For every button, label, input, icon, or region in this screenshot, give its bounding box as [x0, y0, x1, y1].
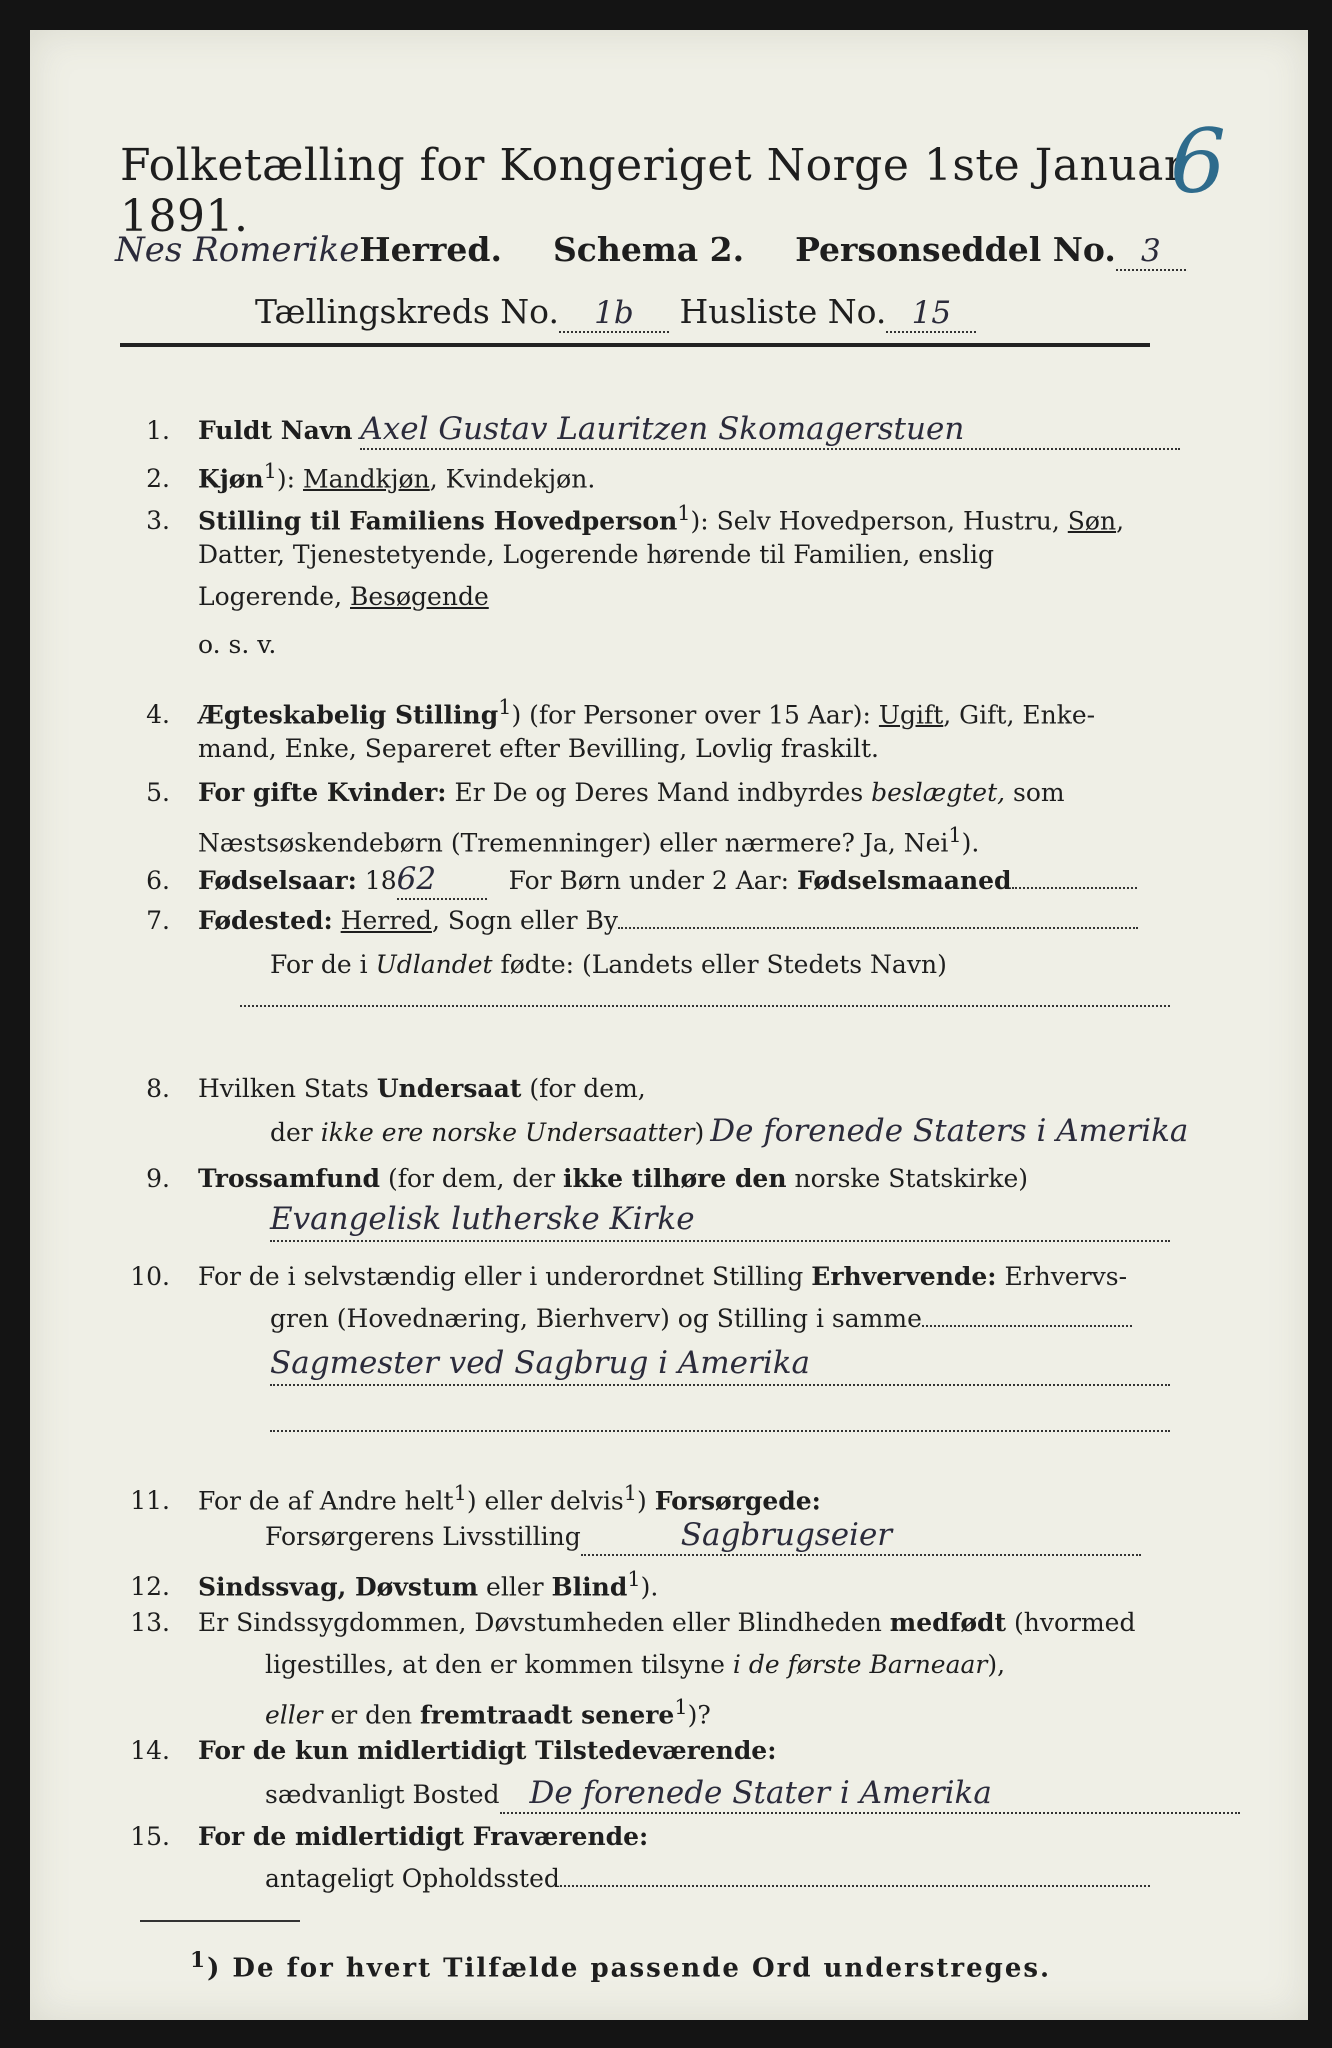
item-text: fødte: (Landets eller Stedets Navn) [492, 950, 947, 979]
header-rule [120, 343, 1150, 347]
item-label: Erhvervende: [811, 1262, 997, 1291]
item-label: Kjøn [198, 464, 264, 494]
item-number: 2. [146, 464, 170, 494]
item-text: Hvilken Stats [198, 1074, 377, 1103]
item-label: fremtraadt senere [420, 1700, 675, 1730]
footnote-ref: 1 [627, 1567, 641, 1591]
item-number: 9. [146, 1164, 170, 1193]
option-kvindekjon: , Kvindekjøn. [429, 464, 596, 494]
item-14-line2 [265, 1774, 1240, 1814]
item-13-line2 [265, 1646, 1005, 1684]
item-number: 7. [146, 906, 170, 935]
item-label: Forsørgede: [654, 1486, 821, 1516]
item-text: tilhøre den [623, 1164, 787, 1193]
item-number: 13. [130, 1608, 170, 1637]
item-15-line2 [265, 1860, 1150, 1898]
item-14 [100, 1732, 1210, 1770]
item-5 [100, 774, 1210, 812]
item-text: eller [265, 1700, 323, 1730]
item-text: ) [694, 1118, 705, 1147]
herred-label: Herred. [359, 230, 502, 269]
item-number: 1. [146, 416, 170, 445]
item-8-line2 [270, 1112, 1188, 1152]
item-5-line2 [198, 816, 979, 862]
nationality-answer: De forenede Staters i Amerika [710, 1113, 1189, 1149]
option-besogende: Besøgende [350, 582, 489, 611]
blank-line [1012, 867, 1137, 889]
husliste-no: 15 [886, 295, 976, 333]
blank-line [922, 1305, 1132, 1327]
item-11 [100, 1474, 1210, 1520]
item-12 [100, 1560, 1210, 1606]
item-text: der [270, 1118, 321, 1147]
footnote-rule [140, 1920, 300, 1922]
item-number: 8. [146, 1074, 170, 1103]
religion-answer: Evangelisk lutherske Kirke [270, 1201, 695, 1237]
page-mark: 6 [1170, 110, 1226, 213]
item-10-answer-line [270, 1344, 1170, 1386]
item-number: 11. [130, 1486, 170, 1516]
occupation-answer: Sagmester ved Sagbrug i Amerika [270, 1345, 811, 1381]
item-15 [100, 1818, 1210, 1856]
item-text: , [1116, 506, 1125, 536]
item-text: norske Statskirke) [786, 1164, 1029, 1193]
item-3-line2: Datter, Tjenestetyende, Logerende hørende til Familien, enslig [198, 540, 995, 569]
item-label: For de kun midlertidigt Tilstedeværende: [198, 1736, 777, 1765]
personseddel-label: Personseddel No. [795, 230, 1116, 269]
census-sheet [30, 30, 1308, 2020]
item-text: ). [961, 828, 980, 858]
item-text: Næstsøskendebørn (Tremenninger) eller nærmere? Ja, Nei [198, 828, 949, 858]
item-number: 5. [146, 778, 170, 807]
kreds-label: Tællingskreds No. [255, 292, 559, 331]
personseddel-no: 3 [1116, 233, 1186, 271]
item-text: ) eller delvis [466, 1486, 624, 1516]
schema-label: Schema 2. [552, 230, 745, 269]
herred-value: Nes Romerike [115, 230, 360, 270]
item-text: For de i [270, 950, 376, 979]
item-label: Trossamfund [198, 1164, 381, 1193]
item-7-line2 [270, 946, 947, 984]
item-text: Udlandet [375, 950, 493, 979]
birth-year-answer: 62 [397, 860, 487, 900]
item-number: 12. [130, 1572, 170, 1602]
year-prefix: 18 [364, 866, 397, 895]
item-1 [100, 410, 1210, 450]
item-text: beslægtet, [871, 778, 1006, 807]
footnote-text: ) De for hvert Tilfælde passende Ord understreges. [207, 1953, 1052, 1984]
item-number: 14. [130, 1736, 170, 1765]
item-text: ): [276, 464, 304, 494]
item-text: For de af Andre helt [198, 1486, 454, 1516]
item-text: , Sogn eller By [431, 906, 619, 935]
item-13 [100, 1604, 1210, 1642]
item-text: ): Selv Hovedperson, Hustru, [690, 506, 1068, 536]
item-text: ikke [563, 1164, 624, 1193]
blank-line [240, 1005, 1170, 1007]
item-label: Undersaat [376, 1074, 522, 1103]
item-text: Er Sindssygdommen, Døvstumheden eller Blindheden [198, 1608, 890, 1637]
item-13-line3 [265, 1688, 711, 1734]
item-text: ikke ere norske Undersaatter [320, 1118, 695, 1147]
item-label: Ægteskabelig Stilling [198, 700, 499, 730]
footnote-ref: 1 [190, 1948, 208, 1973]
item-label: Sindssvag, Døvstum [198, 1572, 479, 1602]
footnote-ref: 1 [623, 1481, 638, 1505]
husliste-label: Husliste No. [679, 292, 887, 331]
form-title: Folketælling for Kongeriget Norge 1ste Januar 1891. [120, 140, 1186, 242]
item-number: 6. [146, 866, 170, 895]
item-label: medfødt [889, 1608, 1007, 1637]
item-text: Logerende, [198, 582, 350, 611]
item-text: ). [640, 1572, 659, 1602]
option-herred: Herred [340, 906, 432, 935]
footnote-ref: 1 [948, 823, 962, 847]
blank-line [618, 907, 1138, 929]
item-text: som [1005, 778, 1065, 807]
item-text: ) (for Personer over 15 Aar): [511, 700, 879, 730]
item-label: Fødselsaar: [198, 866, 357, 895]
item-number: 3. [146, 506, 170, 536]
kreds-no: 1b [559, 295, 669, 333]
item-text: i de første Barneaar [732, 1650, 988, 1679]
item-text: , Gift, Enke- [943, 700, 1096, 730]
option-mandkjon: Mandkjøn [303, 464, 430, 494]
herred-line [115, 230, 1186, 271]
item-text: antageligt Opholdssted [265, 1864, 560, 1893]
item-text: Forsørgerens Livsstilling [265, 1522, 581, 1551]
provider-answer: Sagbrugseier [581, 1516, 1141, 1556]
item-text: (hvormed [1006, 1608, 1136, 1637]
item-11-line2 [265, 1516, 1141, 1556]
item-text: sædvanligt Bosted [265, 1780, 500, 1809]
item-7 [100, 902, 1210, 940]
item-2 [100, 452, 1210, 498]
footnote-ref: 1 [453, 1481, 467, 1505]
item-text: ) [637, 1486, 655, 1516]
full-name-answer: Axel Gustav Lauritzen Skomagerstuen [360, 410, 1180, 450]
kreds-line [255, 292, 976, 333]
item-text: gren (Hovednæring, Bierhverv) og Stilling i samme [270, 1304, 922, 1333]
item-3-line4: o. s. v. [198, 630, 277, 659]
item-4 [100, 688, 1210, 734]
blank-line [270, 1430, 1170, 1432]
item-label: Stilling til Familiens Hovedperson [198, 506, 678, 536]
item-number: 4. [146, 700, 170, 730]
footnote-ref: 1 [674, 1695, 688, 1719]
footnote [190, 1948, 1051, 1984]
item-4-line2: mand, Enke, Separeret efter Bevilling, Lovlig fraskilt. [198, 734, 879, 763]
item-10-line2 [270, 1300, 1132, 1338]
item-8 [100, 1070, 1210, 1108]
footnote-ref: 1 [677, 501, 691, 525]
item-text: ligestilles, at den er kommen tilsyne [265, 1650, 733, 1679]
item-text: ), [987, 1650, 1006, 1679]
item-label: Fødselsmaaned [797, 866, 1012, 895]
footnote-ref: 1 [263, 459, 277, 483]
item-9 [100, 1160, 1210, 1198]
residence-answer: De forenede Stater i Amerika [500, 1774, 1240, 1814]
item-label: For de midlertidigt Fraværende: [198, 1822, 649, 1851]
item-6 [100, 860, 1210, 900]
item-text: Erhvervs- [996, 1262, 1128, 1291]
item-text: (for dem, [521, 1074, 646, 1103]
option-son: Søn [1067, 506, 1117, 536]
item-3 [100, 494, 1210, 540]
item-text: For Børn under 2 Aar: [508, 866, 797, 895]
item-9-answer-line [270, 1200, 1170, 1242]
item-label: Blind [551, 1572, 628, 1602]
item-number: 15. [130, 1822, 170, 1851]
item-text: (for dem, der [380, 1164, 564, 1193]
item-3-line3 [198, 578, 489, 616]
item-number: 10. [130, 1262, 170, 1291]
item-label: Fødested: [198, 906, 333, 935]
option-ugift: Ugift [878, 700, 944, 730]
item-text: er den [322, 1700, 421, 1730]
item-text: )? [687, 1700, 711, 1730]
blank-line [560, 1865, 1150, 1887]
item-label: For gifte Kvinder: [198, 778, 447, 807]
footnote-ref: 1 [498, 695, 512, 719]
item-text: eller [478, 1572, 552, 1602]
item-label: Fuldt Navn [198, 416, 353, 445]
item-10 [100, 1258, 1210, 1296]
item-text: Er De og Deres Mand indbyrdes [446, 778, 872, 807]
item-text: For de i selvstændig eller i underordnet Stilling [198, 1262, 812, 1291]
